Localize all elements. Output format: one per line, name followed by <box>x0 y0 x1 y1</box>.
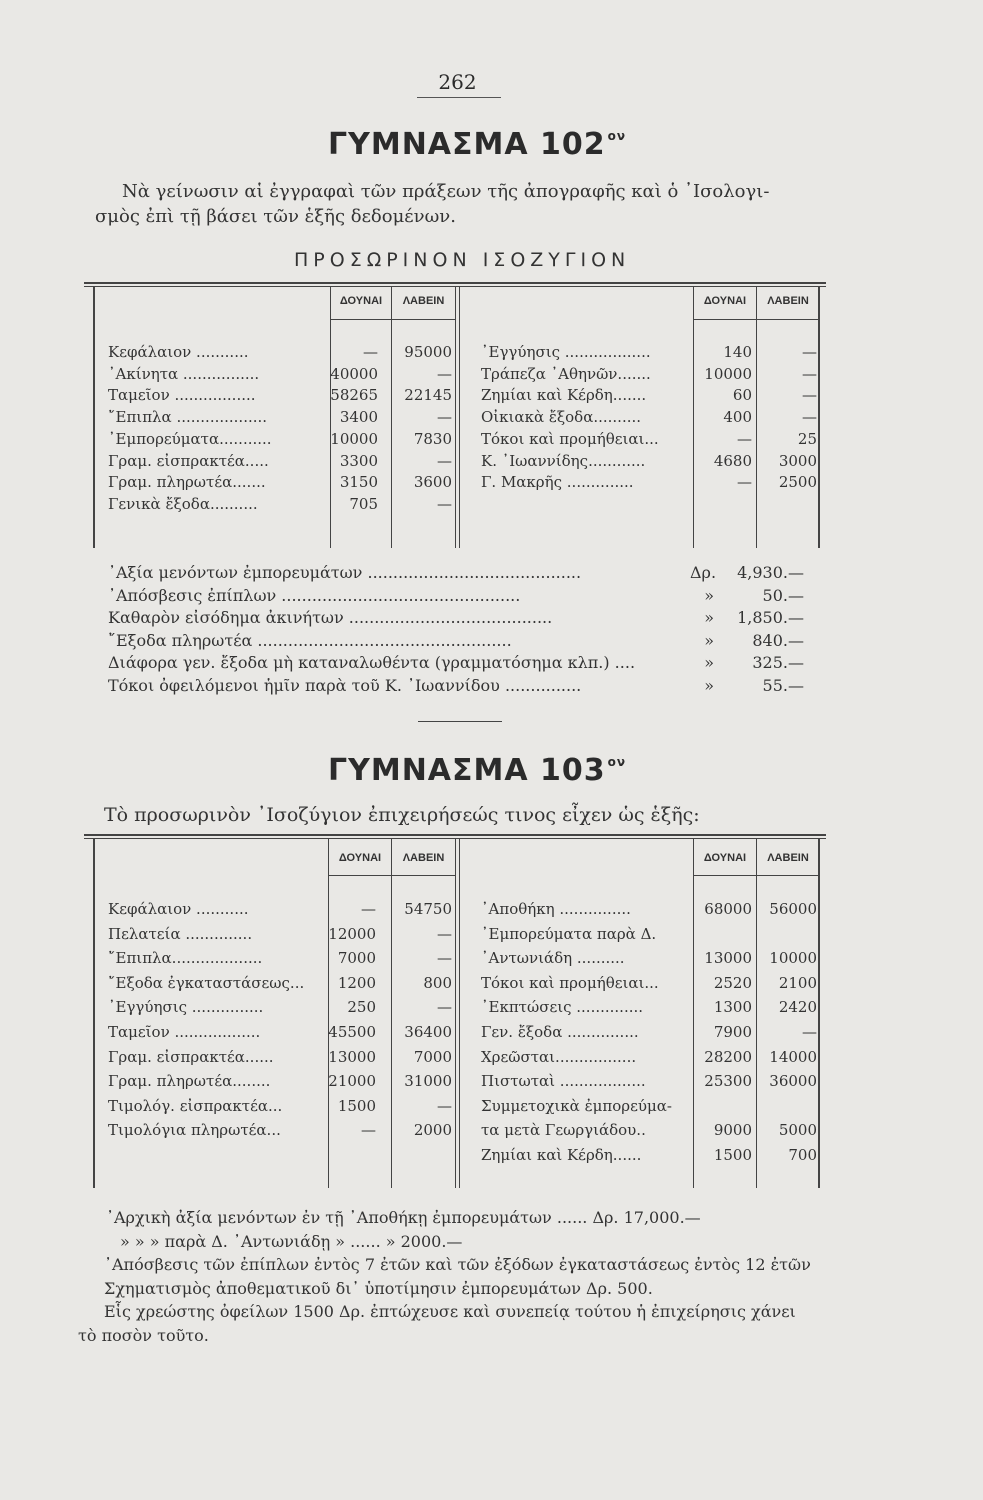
ledger-row-label: ᾿Εμπορεύματα........... <box>108 429 272 448</box>
ledger-row-label: Χρεῶσται................. <box>481 1047 637 1066</box>
ledger-row-debit: 25300 <box>704 1072 752 1091</box>
table2-top-rule <box>84 834 826 836</box>
ledger-row-debit: 13000 <box>328 1047 376 1066</box>
ledger-row-credit: 2000 <box>413 1121 452 1140</box>
ledger-row-debit: 10000 <box>704 364 752 383</box>
ledger-row-label: Κεφάλαιον ........... <box>108 343 249 361</box>
ledger-row-debit: 7000 <box>337 949 376 968</box>
ledger-row-credit: 5000 <box>778 1121 817 1140</box>
ledger-row-label: Γ. Μακρῆς .............. <box>481 473 634 492</box>
ledger-row-credit: — <box>437 949 452 968</box>
table1-left-border <box>93 286 95 548</box>
ledger-row-label: Γραμ. εἰσπρακτέα...... <box>108 1047 274 1066</box>
exercise-103-title <box>328 753 626 788</box>
ledger-row-debit: 40000 <box>330 364 378 383</box>
ledger-row-debit: 140 <box>723 343 752 361</box>
note-line: Σχηματισμὸς ἀποθεματικοῦ δι᾿ ὑποτίμησιν ἐμπορευμάτων Δρ. 500. <box>104 1278 653 1298</box>
ledger-row-debit: — <box>361 900 376 918</box>
ledger-row-debit: 13000 <box>704 949 752 968</box>
ledger-row-label: Τόκοι καὶ προμήθειαι... <box>481 973 659 992</box>
exercise-102-title-sup: ον <box>607 129 627 143</box>
exercise-103-title-text: ΓΥΜΝΑΣΜΑ 103 <box>328 753 606 788</box>
note-line: ᾿Απόσβεσις τῶν ἐπίπλων ἐντὸς 7 ἐτῶν καὶ τῶν ἐξόδων ἐγκαταστάσεως ἐντὸς 12 ἐτῶν <box>104 1255 811 1274</box>
ledger-row-debit: 1500 <box>337 1096 376 1115</box>
table2-divider-c2 <box>459 838 460 1188</box>
ledger-row-label: ᾿Αντωνιάδη .......... <box>481 949 625 968</box>
note-amount: 1,850.— <box>737 608 804 627</box>
table1-right-border <box>818 286 820 548</box>
ledger-row-credit: 2420 <box>778 998 817 1017</box>
ledger-row-debit: 12000 <box>328 924 376 943</box>
ledger-row-credit: 31000 <box>404 1072 452 1091</box>
ledger-row-credit: 36000 <box>769 1072 817 1091</box>
ledger-row-label: Γενικὰ ἔξοδα.......... <box>108 494 258 513</box>
ledger-row-credit: — <box>802 408 817 427</box>
ledger-row-label: ᾿Εγγύησις ............... <box>108 998 264 1017</box>
ledger-row-label: Οἰκιακὰ ἔξοδα.......... <box>481 408 642 427</box>
ledger-row-credit: 36400 <box>404 1023 452 1041</box>
note-line: ᾿Αρχικὴ ἀξία μενόντων ἐν τῇ ᾿Αποθήκῃ ἐμπορευμάτων ...... Δρ. 17,000.— <box>106 1208 701 1227</box>
ledger-row-debit: 400 <box>723 408 752 427</box>
ledger-row-credit: 700 <box>788 1146 817 1164</box>
ledger-row-credit: 14000 <box>769 1047 817 1066</box>
ledger-row-credit: — <box>437 408 452 427</box>
ledger-row-label: Γραμ. εἰσπρακτέα..... <box>108 451 269 470</box>
ledger-row-label: Τιμολόγια πληρωτέα... <box>108 1121 281 1140</box>
ledger-row-debit: — <box>361 1121 376 1140</box>
ledger-row-credit: 7000 <box>413 1047 452 1066</box>
ledger-row-debit: 60 <box>732 386 752 405</box>
ledger-row-credit: 95000 <box>404 343 452 361</box>
ledger-row-credit: 7830 <box>413 429 452 448</box>
ledger-row-debit: 2520 <box>713 973 752 992</box>
table1-divider-c <box>455 286 456 548</box>
table1-col-debit-right: ΔΟΥΝΑΙ <box>703 295 747 307</box>
note-currency: » <box>704 585 714 605</box>
note-line: Διάφορα γεν. ἔξοδα μὴ καταναλωθέντα (γραμματόσημα κλπ.) .... <box>108 653 636 672</box>
note-line: Εἷς χρεώστης ὀφείλων 1500 Δρ. ἐπτώχευσε καὶ συνεπείᾳ τούτου ἡ ἐπιχείρησις χάνει <box>104 1302 796 1321</box>
table1-header-rule-right <box>693 319 819 320</box>
ledger-row-label: Συμμετοχικὰ ἐμπορεύμα- <box>481 1096 672 1115</box>
ledger-row-debit: 1300 <box>713 998 752 1017</box>
note-currency: » <box>704 653 714 672</box>
note-currency: » <box>704 675 714 695</box>
table1-col-debit-left: ΔΟΥΝΑΙ <box>339 295 383 307</box>
ledger-row-debit: 1500 <box>713 1146 752 1164</box>
ledger-row-label: ᾿Εμπορεύματα παρὰ Δ. <box>481 924 657 943</box>
ledger-row-label: Γραμ. πληρωτέα....... <box>108 473 266 492</box>
ledger-row-label: ῎Εξοδα ἐγκαταστάσεως... <box>108 973 305 992</box>
ledger-row-credit: 56000 <box>769 900 817 918</box>
ledger-row-credit: — <box>802 343 817 361</box>
ledger-row-credit: — <box>437 1096 452 1115</box>
table2-col-debit-right: ΔΟΥΝΑΙ <box>703 852 747 864</box>
note-line: ᾿Αξία μενόντων ἐμπορευμάτων .......................................... <box>108 563 582 582</box>
ledger-row-debit: 58265 <box>330 386 378 405</box>
ledger-row-label: Κεφάλαιον ........... <box>108 900 249 918</box>
ledger-row-label: Ζημίαι καὶ Κέρδη...... <box>481 1146 642 1164</box>
ledger-row-debit: 21000 <box>328 1072 376 1091</box>
ledger-row-debit: 45500 <box>328 1023 376 1041</box>
ledger-row-credit: 2500 <box>778 473 817 492</box>
note-line: » » » παρὰ Δ. ᾿Αντωνιάδῃ » ...... » 2000.— <box>120 1231 463 1251</box>
ledger-row-label: Γραμ. πληρωτέα........ <box>108 1072 271 1091</box>
ledger-row-label: Τόκοι καὶ προμήθειαι... <box>481 429 659 448</box>
ledger-row-credit: — <box>437 494 452 513</box>
ledger-row-debit: 7900 <box>713 1023 752 1041</box>
ledger-row-label: ᾿Αποθήκη ............... <box>481 900 631 918</box>
ledger-row-debit: 3300 <box>339 451 378 470</box>
exercise-102-intro-line2: σμὸς ἐπὶ τῇ βάσει τῶν ἑξῆς δεδομένων. <box>95 206 456 227</box>
table2-col-credit-right: ΛΑΒΕΙΝ <box>767 852 809 864</box>
ledger-row-credit: 3600 <box>413 473 452 492</box>
note-currency: » <box>704 608 714 627</box>
ledger-row-label: ᾿Ακίνητα ................ <box>108 364 260 383</box>
ledger-row-debit: 3150 <box>339 473 378 492</box>
ledger-row-label: τα μετὰ Γεωργιάδου.. <box>481 1121 646 1140</box>
table2-right-border <box>818 838 820 1188</box>
ledger-row-credit: 2100 <box>778 973 817 992</box>
ledger-row-debit: 28200 <box>704 1047 752 1066</box>
ledger-row-debit: 250 <box>347 998 376 1017</box>
table2-header-rule-left <box>328 875 456 876</box>
ledger-row-debit: 10000 <box>330 429 378 448</box>
ledger-row-debit: 705 <box>349 494 378 513</box>
ledger-row-debit: 3400 <box>339 408 378 427</box>
ledger-row-credit: 10000 <box>769 949 817 968</box>
page-number-rule <box>417 97 501 98</box>
ledger-row-credit: — <box>437 364 452 383</box>
ledger-row-label: Ταμεῖον ................. <box>108 386 256 405</box>
ledger-row-debit: 4680 <box>713 451 752 470</box>
note-amount: 325.— <box>752 653 804 672</box>
ledger-row-label: Πιστωταὶ .................. <box>481 1072 646 1091</box>
ledger-row-credit: — <box>437 924 452 943</box>
table1-header-rule-left <box>330 319 456 320</box>
table1-col-credit-left: ΛΑΒΕΙΝ <box>402 295 445 307</box>
ledger-row-credit: 3000 <box>778 451 817 470</box>
table2-col-credit-left: ΛΑΒΕΙΝ <box>402 852 445 864</box>
ledger-row-label: ῎Επιπλα ................... <box>108 408 268 427</box>
note-amount: 55.— <box>762 675 804 695</box>
ledger-row-debit: — <box>363 343 378 361</box>
exercise-102-intro-line1: Νὰ γείνωσιν αἱ ἐγγραφαὶ τῶν πράξεων τῆς ἀπογραφῆς καὶ ὁ ᾿Ισολογι- <box>122 181 770 202</box>
ledger-row-debit: 9000 <box>713 1121 752 1140</box>
ledger-row-credit: 22145 <box>404 386 452 405</box>
ledger-row-label: Τιμολόγ. εἰσπρακτέα... <box>108 1096 283 1115</box>
ledger-row-label: ᾿Εγγύησις .................. <box>481 343 651 361</box>
ledger-row-credit: — <box>802 364 817 383</box>
page-number: 262 <box>438 70 477 94</box>
ledger-row-credit: 54750 <box>404 900 452 918</box>
ledger-row-debit: 1200 <box>337 973 376 992</box>
note-currency: Δρ. <box>690 563 717 582</box>
table1-divider-c2 <box>459 286 460 548</box>
ledger-row-label: Κ. ᾿Ιωαννίδης............ <box>481 451 646 470</box>
trial-balance-subtitle: ΠΡΟΣΩΡΙΝΟΝ ΙΣΟΖΥΓΙΟΝ <box>294 249 631 271</box>
table1-col-credit-right: ΛΑΒΕΙΝ <box>767 295 809 307</box>
ledger-row-credit: 25 <box>797 429 817 448</box>
section-separator-rule <box>418 721 502 722</box>
exercise-103-title-sup: ον <box>607 755 627 769</box>
note-line: τὸ ποσὸν τοῦτο. <box>78 1325 209 1345</box>
exercise-102-title <box>328 127 626 162</box>
table2-col-debit-left: ΔΟΥΝΑΙ <box>338 852 382 864</box>
ledger-row-credit: 800 <box>423 973 452 992</box>
ledger-row-label: Ζημίαι καὶ Κέρδη....... <box>481 386 647 405</box>
note-amount: 4,930.— <box>737 563 804 582</box>
note-line: Καθαρὸν εἰσόδημα ἀκινήτων ........................................ <box>108 608 553 627</box>
note-amount: 840.— <box>752 630 804 650</box>
note-amount: 50.— <box>762 585 804 605</box>
exercise-102-title-text: ΓΥΜΝΑΣΜΑ 102 <box>328 127 606 162</box>
table1-top-rule <box>84 282 826 284</box>
ledger-row-label: Τράπεζα ᾿Αθηνῶν....... <box>481 364 651 383</box>
note-line: Τόκοι ὀφειλόμενοι ἡμῖν παρὰ τοῦ Κ. ᾿Ιωαννίδου ............... <box>108 675 582 695</box>
ledger-row-label: Πελατεία .............. <box>108 924 253 943</box>
ledger-row-credit: — <box>437 998 452 1017</box>
ledger-row-label: Ταμεῖον .................. <box>108 1023 261 1041</box>
ledger-row-debit: — <box>737 473 752 492</box>
ledger-row-debit: 68000 <box>704 900 752 918</box>
ledger-row-credit: — <box>802 1023 817 1041</box>
table2-divider-c <box>455 838 456 1188</box>
note-line: ᾿Απόσβεσις ἐπίπλων ............................................... <box>108 585 521 605</box>
ledger-row-credit: — <box>802 386 817 405</box>
ledger-row-credit: — <box>437 451 452 470</box>
ledger-row-debit: — <box>737 429 752 448</box>
ledger-row-label: ῎Επιπλα................... <box>108 949 263 968</box>
note-currency: » <box>704 630 714 650</box>
table2-left-border <box>93 838 95 1188</box>
note-line: ῎Εξοδα πληρωτέα .................................................. <box>108 630 512 650</box>
ledger-row-label: ᾿Εκπτώσεις .............. <box>481 998 644 1017</box>
exercise-103-intro: Τὸ προσωρινὸν ᾿Ισοζύγιον ἐπιχειρήσεώς τινος εἶχεν ὡς ἑξῆς: <box>104 804 700 826</box>
ledger-row-label: Γεν. ἔξοδα ............... <box>481 1023 639 1041</box>
table2-header-rule-right <box>693 875 819 876</box>
